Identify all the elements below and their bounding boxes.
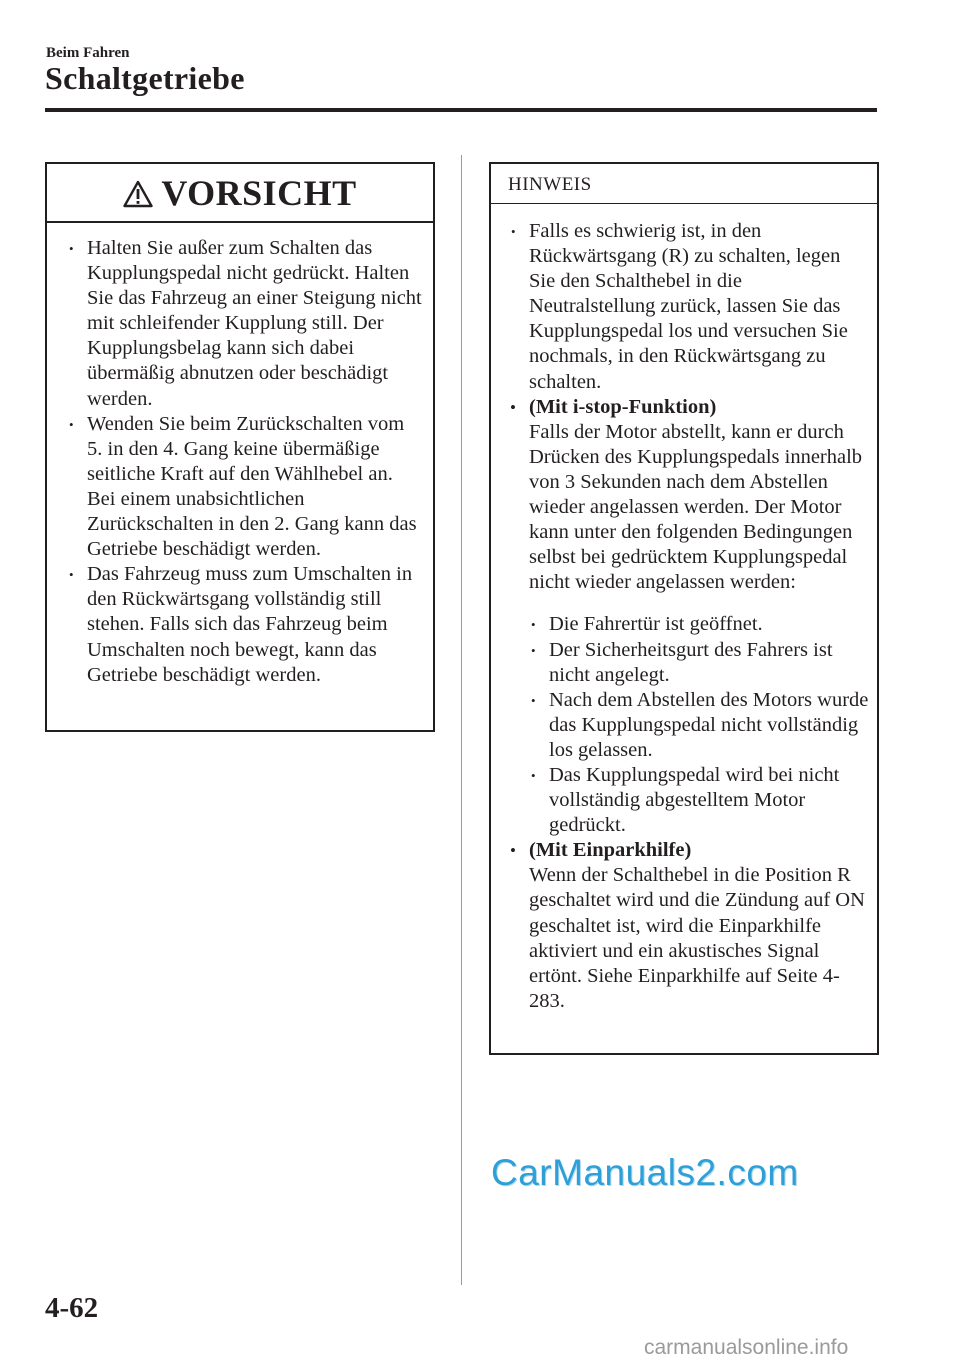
note-item-title: • (Mit Einparkhilfe) — [529, 839, 692, 862]
note-item-einparkhilfe — [509, 838, 869, 1014]
note-item-text: Wenn der Schalthebel in die Position R geschaltet wird und die Zündung auf ON geschaltet ist, wird die Einparkhilfe aktiviert und ein akustisches Signal ertönt. Siehe Einparkhilfe auf Seite 4-283. — [529, 864, 865, 1012]
note-header: HINWEIS — [491, 164, 877, 204]
note-item: • Falls es schwierig ist, in den Rückwärtsgang (R) zu schalten, legen Sie den Schalthebel in die Neutralstellung zurück, lassen Sie das Kupplungspedal los und versuchen Sie nochmals, in den Rückwärtsgang zu schalten. — [509, 219, 869, 395]
caution-title: VORSICHT — [161, 172, 357, 213]
caution-item: • Das Fahrzeug muss zum Umschalten in den Rückwärtsgang vollständig still stehen. Falls sich das Fahrzeug beim Umschalten noch bewegt, kann das Getriebe beschädigt werden. — [67, 562, 423, 687]
note-subitem: • Der Sicherheitsgurt des Fahrers ist nicht angelegt. — [529, 638, 869, 688]
page-number: 4-62 — [45, 1292, 99, 1324]
caution-item: • Wenden Sie beim Zurückschalten vom 5. in den 4. Gang keine übermäßige seitliche Kraft auf den Wählhebel an. Bei einem unabsichtlichen Zurückschalten in den 2. Gang kann das Getriebe beschädigt werden. — [67, 412, 423, 563]
page-title: Schaltgetriebe — [45, 60, 245, 96]
note-list — [509, 219, 869, 1014]
caution-box — [45, 162, 435, 732]
note-subitem: • Nach dem Abstellen des Motors wurde das Kupplungspedal nicht vollständig los gelassen. — [529, 688, 869, 763]
note-box — [489, 162, 879, 1055]
note-item-title: • (Mit i-stop-Funktion) — [529, 395, 717, 418]
header-rule — [45, 108, 877, 112]
caution-list — [67, 236, 423, 688]
note-item-i-stop — [509, 395, 869, 839]
caution-body — [47, 223, 433, 688]
note-item-text: Falls der Motor abstellt, kann er durch Drücken des Kupplungspedals innerhalb von 3 Sekunden nach dem Abstellen wieder angelassen werden. Der Motor kann unter den folgenden Bedingungen selbst bei gedrücktem Kupplungspedal nicht wieder angelassen werden: — [529, 420, 863, 594]
note-body — [491, 204, 877, 1014]
warning-triangle-icon — [123, 180, 153, 208]
section-label: Beim Fahren — [46, 45, 130, 61]
caution-item: • Halten Sie außer zum Schalten das Kupplungspedal nicht gedrückt. Halten Sie das Fahrzeug an einer Steigung nicht mit schleifender Kupplung still. Der Kupplungsbelag kann sich dabei übermäßig abnutzen oder beschädigt werden. — [67, 236, 423, 412]
note-subitem: • Die Fahrertür ist geöffnet. — [529, 612, 869, 637]
note-subitem: • Das Kupplungspedal wird bei nicht vollständig abgestelltem Motor gedrückt. — [529, 763, 869, 838]
column-divider — [461, 155, 462, 1285]
caution-header — [47, 164, 433, 223]
watermark-logo: CarManuals2.com — [491, 1152, 799, 1193]
note-sublist — [529, 612, 869, 838]
footer-brand: carmanualsonline.info — [644, 1336, 849, 1359]
